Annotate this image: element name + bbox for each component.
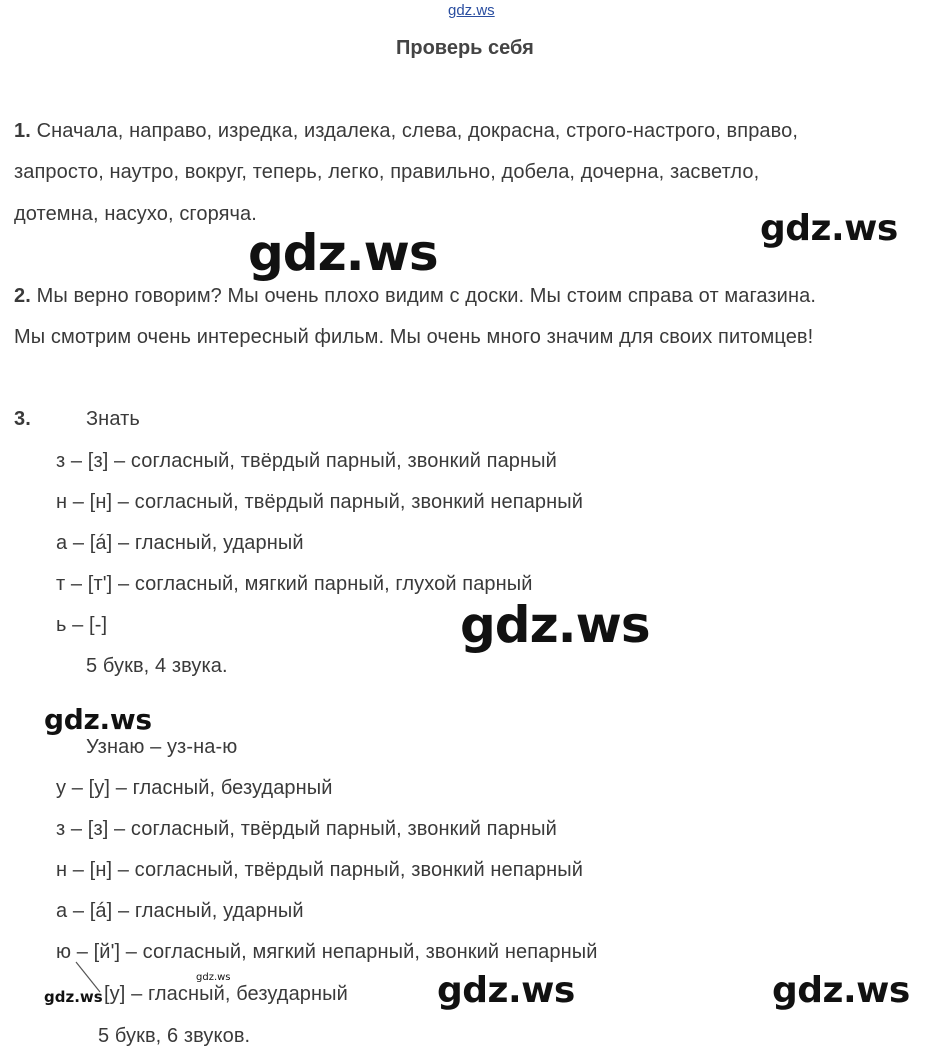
analysis-line: ь – [-]	[56, 614, 108, 636]
analysis-line: н – [н] – согласный, твёрдый парный, звонкий непарный	[56, 491, 584, 513]
watermark: gdz.ws	[760, 208, 898, 249]
task-2-text: Мы верно говорим? Мы очень плохо видим с доски. Мы стоим справа от магазина.	[36, 285, 816, 307]
analysis-line: у – [у] – гласный, безударный	[56, 777, 333, 799]
watermark: gdz.ws	[196, 972, 231, 983]
analysis-line: з – [з] – согласный, твёрдый парный, звонкий парный	[56, 818, 557, 840]
watermark: gdz.ws	[44, 703, 152, 736]
task-2-line-1	[14, 285, 816, 308]
task-number: 2.	[14, 285, 31, 307]
task-1-line-2: запросто, наутро, вокруг, теперь, легко, правильно, добела, дочерна, засветло,	[14, 161, 760, 183]
word-1-summary: 5 букв, 4 звука.	[86, 655, 228, 677]
analysis-line: а – [á] – гласный, ударный	[56, 532, 304, 554]
site-link[interactable]: gdz.ws	[448, 2, 495, 19]
task-number: 1.	[14, 120, 31, 142]
analysis-line: н – [н] – согласный, твёрдый парный, звонкий непарный	[56, 859, 584, 881]
word-2-title: Узнаю – уз-на-ю	[86, 736, 238, 758]
task-number: 3.	[14, 408, 31, 430]
task-1-line-1	[14, 120, 798, 143]
word-1-title: Знать	[86, 408, 140, 430]
analysis-line: з – [з] – согласный, твёрдый парный, звонкий парный	[56, 450, 557, 472]
analysis-line: т – [т'] – согласный, мягкий парный, глухой парный	[56, 573, 533, 595]
watermark: gdz.ws	[44, 988, 103, 1006]
watermark: gdz.ws	[437, 970, 575, 1011]
page-title: Проверь себя	[396, 37, 534, 59]
watermark: gdz.ws	[248, 224, 438, 282]
task-1-line-3: дотемна, насухо, сгоряча.	[14, 203, 257, 225]
word-2-summary: 5 букв, 6 звуков.	[98, 1025, 251, 1047]
task-2-line-2: Мы смотрим очень интересный фильм. Мы очень много значим для своих питомцев!	[14, 326, 814, 348]
analysis-line: а – [á] – гласный, ударный	[56, 900, 304, 922]
analysis-line: [у] – гласный, безударный	[104, 983, 348, 1005]
analysis-line: ю – [й'] – согласный, мягкий непарный, звонкий непарный	[56, 941, 598, 963]
watermark: gdz.ws	[460, 596, 650, 654]
task-1-text: Сначала, направо, изредка, издалека, слева, докрасна, строго-настрого, вправо,	[36, 120, 799, 142]
watermark: gdz.ws	[772, 970, 910, 1011]
